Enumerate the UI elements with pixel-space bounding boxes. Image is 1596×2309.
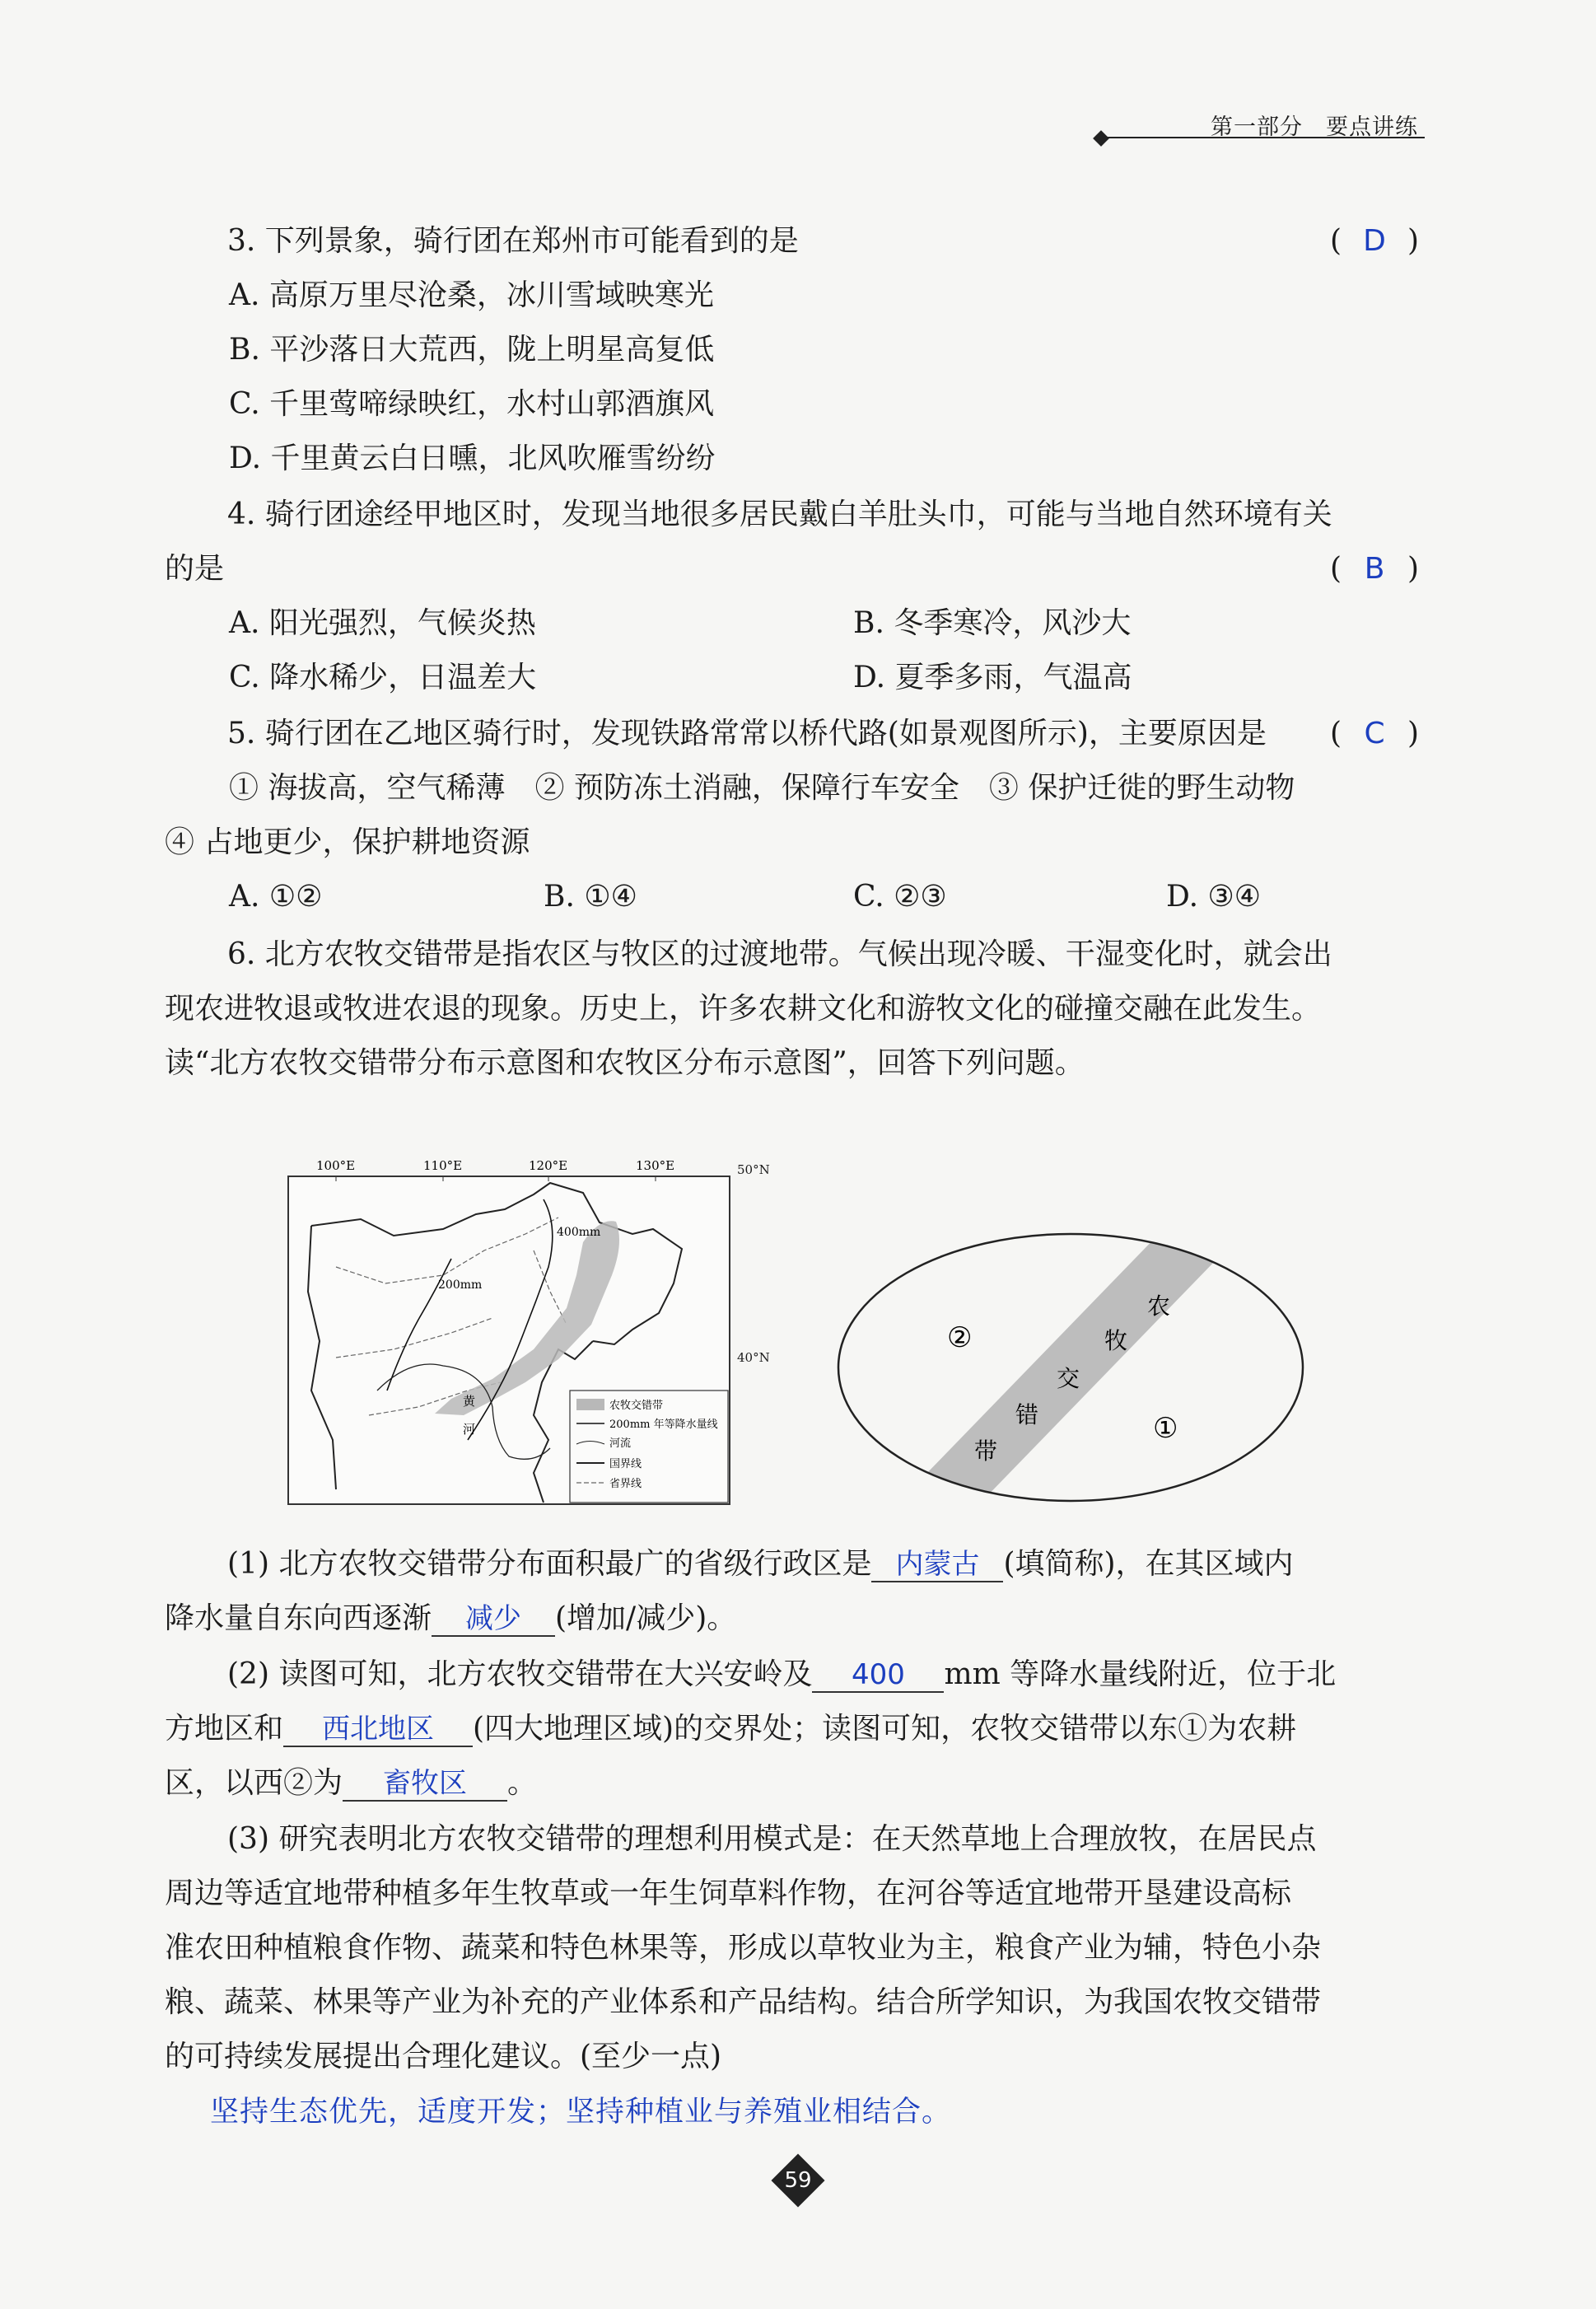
farming-pastoral-zone-diagram	[836, 1232, 1305, 1503]
page-number: 59	[784, 2168, 812, 2193]
q5-answer-box: ( C )	[1330, 715, 1419, 753]
q6-p1-text-c: 降水量自东向西逐渐	[165, 1601, 432, 1635]
q6-p2-answer3: 畜牧区	[383, 1767, 468, 1800]
q6-p3-answer: 坚持生态优先，适度开发；坚持种植业与养殖业相结合。	[210, 2096, 952, 2129]
q5-stem: 5. 骑行团在乙地区骑行时，发现铁路常常以桥代路(如景观图所示)，主要原因是	[227, 717, 1267, 750]
q6-p2-text-c: 方地区和	[165, 1712, 284, 1746]
zone-char: 错	[1015, 1401, 1039, 1428]
q6-intro-line3: 读“北方农牧交错带分布示意图和农牧区分布示意图”，回答下列问题。	[165, 1046, 1085, 1080]
legend-item: 国界线	[609, 1458, 642, 1470]
legend-item: 省界线	[609, 1478, 642, 1490]
q6-p1-text-a: (1) 北方农牧交错带分布面积最广的省级行政区是	[227, 1547, 872, 1581]
q3-stem: 3. 下列景象，骑行团在郑州市可能看到的是	[227, 224, 799, 258]
q6-p3-line5: 的可持续发展提出合理化建议。(至少一点)	[165, 2040, 722, 2073]
q5-items-line2: ④ 占地更少，保护耕地资源	[165, 825, 530, 859]
zone-char: 农	[1147, 1292, 1171, 1320]
legend-item: 农牧交错带	[609, 1400, 664, 1412]
q6-p2-line1	[227, 1656, 1336, 1694]
q6-p1-blank1	[871, 1548, 1003, 1582]
lat-label: 50°N	[737, 1162, 770, 1177]
zone-char: 带	[974, 1437, 998, 1465]
q5-answer: C	[1364, 717, 1385, 750]
q6-p2-answer1: 400	[852, 1658, 905, 1691]
q3-option-c: C. 千里莺啼绿映红，水村山郭酒旗风	[229, 387, 715, 421]
q6-p1-text-d: (增加/减少)。	[555, 1601, 737, 1635]
q5-items-line1: ① 海拔高，空气稀薄 ② 预防冻土消融，保障行车安全 ③ 保护迁徙的野生动物	[229, 771, 1295, 805]
lon-label: 130°E	[636, 1158, 675, 1173]
q6-p1-blank2	[432, 1602, 555, 1637]
q4-option-d: D. 夏季多雨，气温高	[853, 661, 1132, 694]
q6-p3-line4: 粮、蔬菜、林果等产业为补充的产业体系和产品结构。结合所学知识，为我国农牧交错带	[165, 1985, 1322, 2019]
river-label: 河	[463, 1422, 476, 1437]
q6-p1-line1	[227, 1545, 1294, 1583]
q6-intro-line2: 现农进牧退或牧进农退的现象。历史上，许多农耕文化和游牧文化的碰撞交融在此发生。	[165, 992, 1322, 1026]
q6-p2-answer2: 西北地区	[322, 1713, 435, 1746]
west-marker: ②	[947, 1321, 973, 1354]
lon-label: 120°E	[529, 1158, 568, 1173]
east-marker: ①	[1153, 1412, 1178, 1445]
q6-p2-text-f: 。	[507, 1766, 538, 1800]
legend-item: 河流	[609, 1437, 632, 1450]
map-svg	[287, 1143, 731, 1506]
q4-option-a: A. 阳光强烈，气候炎热	[229, 606, 536, 640]
lon-label: 110°E	[423, 1158, 463, 1173]
q4-stem-line2: 的是	[165, 552, 225, 586]
q4-option-b: B. 冬季寒冷，风沙大	[853, 606, 1132, 640]
q4-stem-line1: 4. 骑行团途经甲地区时，发现当地很多居民戴白羊肚头巾，可能与当地自然环境有关	[227, 498, 1332, 531]
q6-p1-answer1: 内蒙古	[895, 1548, 980, 1581]
isohyet-label: 400mm	[557, 1226, 601, 1239]
zone-char: 交	[1057, 1365, 1080, 1392]
q6-p2-line2	[165, 1710, 1296, 1748]
q6-p3-line2: 周边等适宜地带种植多年生牧草或一年生饲草料作物，在河谷等适宜地带开垦建设高标	[165, 1877, 1292, 1910]
page-number-badge	[769, 2152, 827, 2209]
section-header	[1095, 105, 1425, 145]
farming-pastoral-map	[287, 1143, 731, 1506]
river-label: 黄	[463, 1394, 476, 1409]
q4-option-c: C. 降水稀少，日温差大	[229, 661, 537, 694]
q6-p2-blank1	[812, 1658, 944, 1693]
isohyet-label: 200mm	[438, 1278, 483, 1292]
q6-p1-answer2: 减少	[465, 1602, 522, 1635]
q5-option-c: C. ②③	[853, 880, 947, 914]
oval-svg	[836, 1232, 1305, 1503]
q5-option-d: D. ③④	[1166, 880, 1262, 914]
q3-answer: D	[1363, 224, 1386, 258]
q6-p2-text-e: 区，以西②为	[165, 1766, 343, 1800]
q6-intro-line1: 6. 北方农牧交错带是指农区与牧区的过渡地带。气候出现冷暖、干湿变化时，就会出	[227, 937, 1332, 971]
q6-p2-text-b: mm 等降水量线附近，位于北	[944, 1657, 1337, 1691]
lon-label: 100°E	[316, 1158, 356, 1173]
q4-answer-box: ( B )	[1330, 550, 1419, 588]
lat-label: 40°N	[737, 1350, 770, 1365]
q6-p2-line3	[165, 1764, 537, 1802]
q3-option-d: D. 千里黄云白日曛，北风吹雁雪纷纷	[229, 442, 716, 475]
q6-p2-text-a: (2) 读图可知，北方农牧交错带在大兴安岭及	[227, 1657, 813, 1691]
q6-p1-line2	[165, 1600, 736, 1638]
section-title: 第一部分 要点讲练	[1211, 115, 1418, 140]
q3-answer-box: ( D )	[1330, 222, 1419, 260]
q5-option-b: B. ①④	[544, 880, 637, 914]
q4-answer: B	[1364, 552, 1385, 586]
q6-p2-text-d: (四大地理区域)的交界处；读图可知，农牧交错带以东①为农耕	[473, 1712, 1297, 1746]
zone-char: 牧	[1104, 1327, 1128, 1354]
q6-p2-blank2	[283, 1713, 473, 1747]
diamond-bullet-icon	[1093, 130, 1109, 147]
q5-option-a: A. ①②	[229, 880, 323, 914]
q6-p2-blank3	[343, 1767, 507, 1802]
q3-option-a: A. 高原万里尽沧桑，冰川雪域映寒光	[229, 278, 714, 312]
q6-p3-line1: (3) 研究表明北方农牧交错带的理想利用模式是：在天然草地上合理放牧，在居民点	[227, 1822, 1317, 1856]
legend-item: 200mm 年等降水量线	[609, 1419, 718, 1431]
q6-p3-line3: 准农田种植粮食作物、蔬菜和特色林果等，形成以草牧业为主，粮食产业为辅，特色小杂	[165, 1931, 1322, 1965]
q6-p1-text-b: (填简称)，在其区域内	[1003, 1547, 1294, 1581]
q3-option-b: B. 平沙落日大荒西，陇上明星高复低	[229, 333, 715, 367]
